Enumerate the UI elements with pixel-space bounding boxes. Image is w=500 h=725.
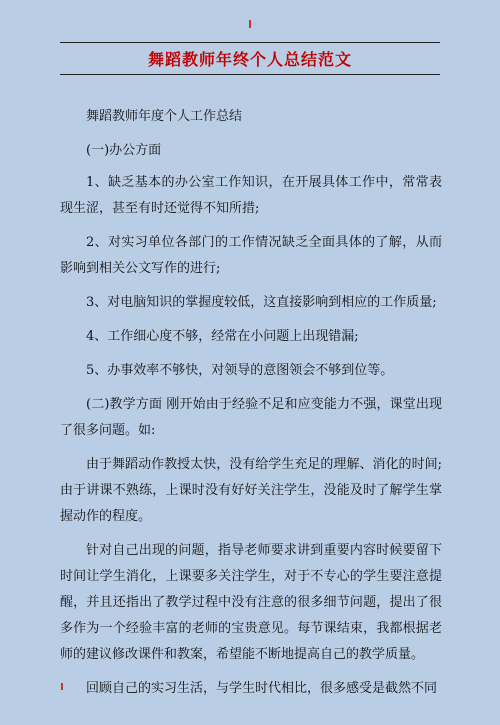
- list-item: 5、办事效率不够快，对领导的意图领会不够到位等。: [86, 363, 394, 378]
- list-item: 4、工作细心度不够，经常在小问题上出现错漏;: [86, 329, 359, 344]
- header-mark: [249, 20, 251, 28]
- list-item: 2、对实习单位各部门的工作情况缺乏全面具体的了解，从而影响到相关公文写作的进行;: [60, 235, 442, 276]
- title-bottom-rule: [60, 74, 440, 75]
- subsection-heading-teaching: (二)教学方面 刚开始由于经验不足和应变能力不强，课堂出现了很多问题。如:: [60, 397, 442, 438]
- body-paragraph: 由于舞蹈动作教授太快，没有给学生充足的理解、消化的时间;由于讲课不熟练，上课时没有好好关注学生，没能及时了解学生掌握动作的程度。: [60, 457, 442, 524]
- list-item: 3、对电脑知识的掌握度较低，这直接影响到相应的工作质量;: [86, 295, 437, 310]
- subsection-heading-office: (一)办公方面: [86, 143, 162, 158]
- list-item: 1、缺乏基本的办公室工作知识，在开展具体工作中，常常表现生涩，甚至有时还觉得不知所措;: [60, 175, 442, 216]
- document-title: 舞蹈教师年终个人总结范文: [147, 50, 352, 69]
- footer-mark: [61, 683, 63, 690]
- section-heading: 舞蹈教师年度个人工作总结: [86, 109, 243, 124]
- title-top-rule: [60, 42, 440, 43]
- document-body: [60, 104, 442, 710]
- body-paragraph: 针对自己出现的问题，指导老师要求讲到重要内容时候要留下时间让学生消化，上课要多关注学生，对于不专心的学生要注意提醒，并且还指出了教学过程中没有注意的很多细节问题，提出了很多作为一个经验丰富的老师的宝贵意见。每节课结束，我都根据老师的建议修改课件和教案，希望能不断地提高自己的教学质量。: [60, 543, 442, 662]
- body-paragraph: 回顾自己的实习生活，与学生时代相比，很多感受是截然不同: [86, 681, 438, 696]
